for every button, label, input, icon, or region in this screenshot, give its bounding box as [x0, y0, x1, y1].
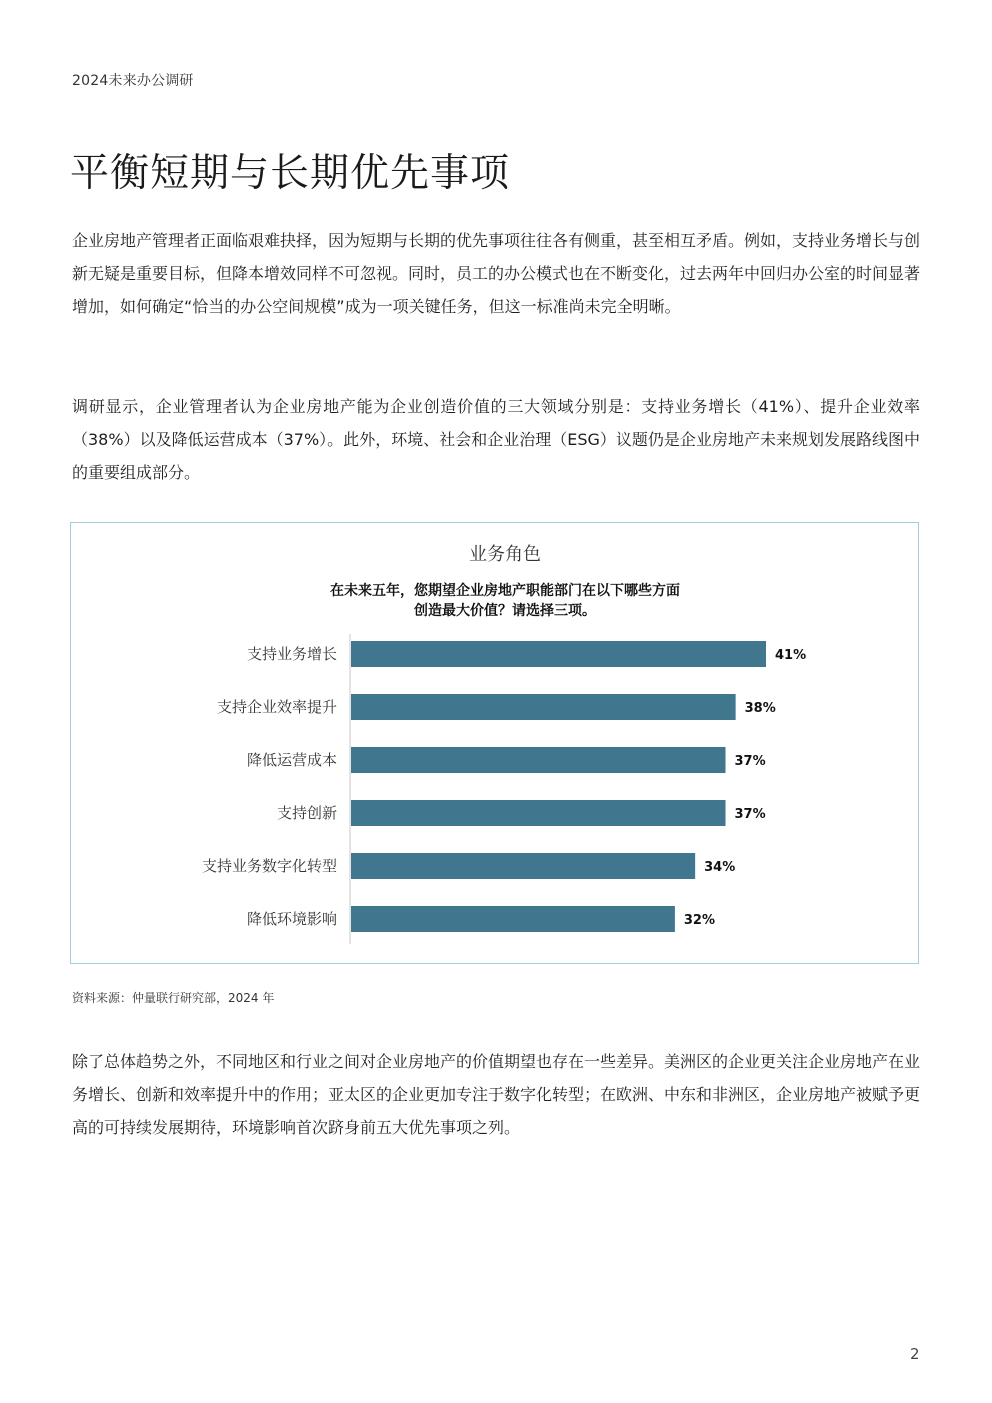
bar	[351, 800, 726, 826]
page-number: 2	[910, 1345, 920, 1363]
bar-category-label: 降低运营成本	[246, 751, 337, 769]
bar	[351, 747, 726, 773]
chart-subtitle-line-2: 创造最大价值？请选择三项。	[414, 603, 596, 619]
bar	[351, 906, 675, 932]
paragraph-survey-findings: 调研显示，企业管理者认为企业房地产能为企业创造价值的三大领域分别是：支持业务增长（41%）、提升企业效率（38%）以及降低运营成本（37%）。此外，环境、社会和企业治理（ESG）议题仍是企业房地产未来规划发展路线图中的重要组成部分。	[72, 397, 920, 482]
bar-value-label: 37%	[734, 807, 766, 822]
bar	[351, 694, 736, 720]
business-role-bar-chart	[71, 523, 917, 962]
bar-category-label: 支持业务增长	[246, 645, 337, 663]
bar-value-label: 37%	[734, 754, 766, 769]
bar-value-label: 41%	[775, 648, 807, 663]
paragraph-regional-differences: 除了总体趋势之外，不同地区和行业之间对企业房地产的价值期望也存在一些差异。美洲区的企业更关注企业房地产在业务增长、创新和效率提升中的作用；亚太区的企业更加专注于数字化转型；在欧洲、中东和非洲区，企业房地产被赋予更高的可持续发展期待，环境影响首次跻身前五大优先事项之列。	[72, 1052, 921, 1137]
page-title: 平衡短期与长期优先事项	[70, 151, 511, 196]
chart-title: 业务角色	[469, 544, 541, 565]
chart-subtitle-line-1: 在未来五年，您期望企业房地产职能部门在以下哪些方面	[330, 583, 680, 599]
chart-box	[70, 522, 919, 964]
bar-category-label: 支持业务数字化转型	[201, 857, 337, 875]
bar-category-label: 支持创新	[276, 804, 337, 822]
bar-value-label: 34%	[704, 860, 736, 875]
bar-value-label: 38%	[744, 701, 776, 716]
bar-value-label: 32%	[683, 913, 716, 928]
bar	[351, 853, 695, 879]
source-note: 资料来源：仲量联行研究部，2024 年	[72, 991, 275, 1005]
bar	[351, 641, 766, 667]
running-header: 2024未来办公调研	[72, 73, 194, 89]
bar-category-label: 支持企业效率提升	[216, 698, 337, 716]
bar-category-label: 降低环境影响	[246, 910, 337, 928]
paragraph-intro: 企业房地产管理者正面临艰难抉择，因为短期与长期的优先事项往往各有侧重，甚至相互矛盾。例如，支持业务增长与创新无疑是重要目标，但降本增效同样不可忽视。同时，员工的办公模式也在不断变化，过去两年中回归办公室的时间显著增加，如何确定“恰当的办公空间规模”成为一项关键任务，但这一标准尚未完全明晰。	[72, 231, 921, 316]
